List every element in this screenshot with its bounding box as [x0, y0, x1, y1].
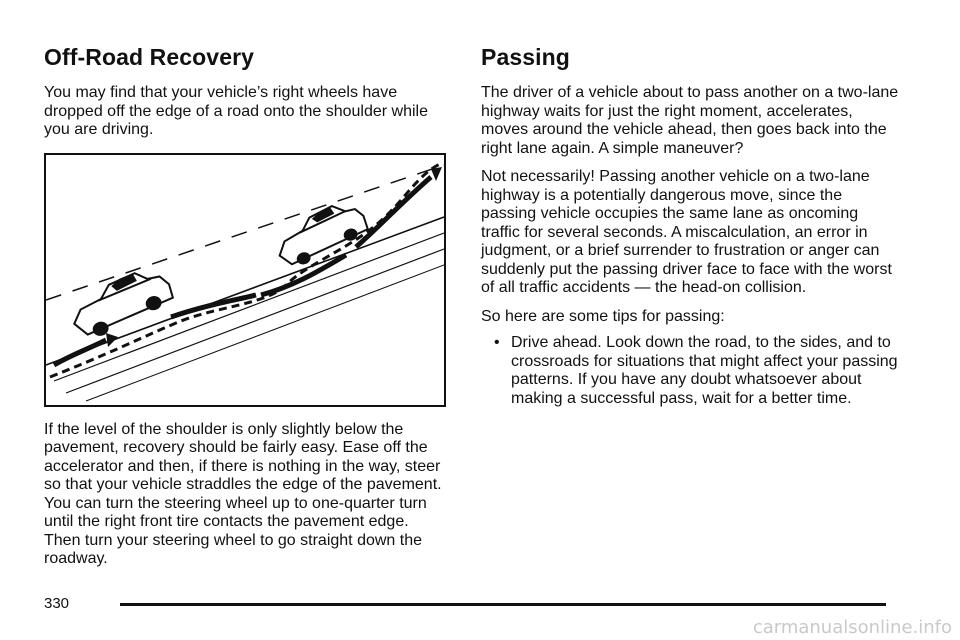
path-arrowhead-4	[431, 167, 442, 181]
off-road-recovery-illustration	[44, 153, 446, 407]
path-arrow-2	[171, 295, 256, 317]
off-road-body: If the level of the shoulder is only slightly below the pavement, recovery should be fairly easy. Ease off the accelerator and then, if there is nothing in the way, steer so that your vehicle straddles the edge of the pavement. You can turn the steering wheel up to one-quarter turn until the right front tire contacts the pavement edge. Then turn your steering wheel to go straight down the roadway.	[44, 420, 442, 567]
passing-section	[481, 42, 901, 408]
watermark: carmanualsonline.info	[752, 617, 952, 638]
passing-paragraph-1: The driver of a vehicle about to pass another on a two-lane highway waits for just the right moment, accelerates, moves around the vehicle ahead, then goes back into the right lane again. A simple maneuver?	[481, 84, 899, 157]
shoulder-line-2	[66, 249, 444, 393]
off-road-recovery-heading: Off-Road Recovery	[44, 44, 255, 70]
off-road-recovery-section	[44, 42, 449, 569]
footer-rule	[120, 603, 886, 606]
road-diagram	[46, 155, 444, 405]
tip-text: Drive ahead. Look down the road, to the sides, and to crossroads for situations that might affect your passing patterns. If you have any doubt whatsoever about making a successful pass, wait for a better time.	[511, 334, 898, 407]
passing-tips-list	[481, 334, 901, 408]
path-arrow-1	[54, 340, 106, 365]
passing-heading: Passing	[481, 44, 570, 70]
path-arrowhead-1	[106, 333, 118, 347]
off-road-intro: You may find that your vehicle’s right wheels have dropped off the edge of a road onto the shoulder while you are driving.	[44, 84, 428, 138]
car-front	[270, 197, 372, 270]
road-center-line	[46, 165, 444, 300]
page-number: 330	[44, 595, 70, 612]
bullet-icon: •	[494, 334, 500, 351]
passing-paragraph-3: So here are some tips for passing:	[481, 307, 725, 325]
list-item	[494, 334, 901, 408]
passing-paragraph-2: Not necessarily! Passing another vehicle on a two-lane highway is a potentially dangerous move, since the passing vehicle occupies the same lane as oncoming traffic for several seconds. A miscalculation, an error in judgment, or a brief surrender to frustration or anger can suddenly put the passing driver face to face with the worst of all traffic accidents — the head-on collision.	[481, 168, 892, 296]
